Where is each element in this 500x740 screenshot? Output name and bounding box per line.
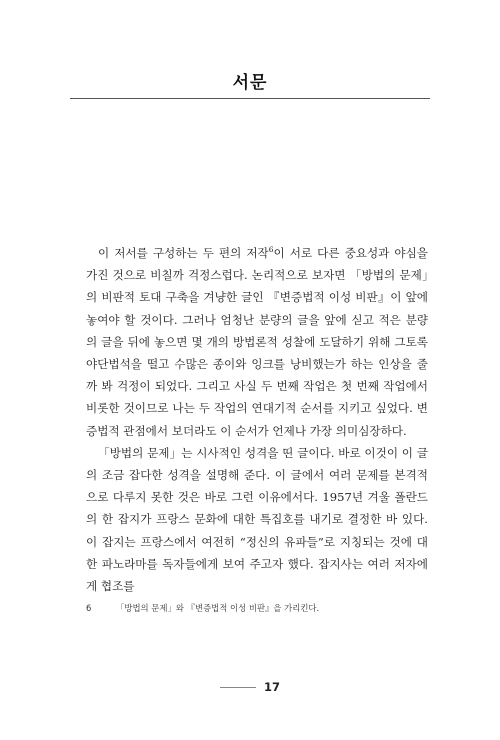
body-text xyxy=(86,242,428,597)
footnote-number: 6 xyxy=(86,603,92,613)
footer-rule xyxy=(220,687,256,688)
footnote xyxy=(86,602,428,614)
page-number: 17 xyxy=(263,680,280,694)
page-title: 서문 xyxy=(232,73,268,93)
paragraph-1 xyxy=(86,242,428,442)
footnote-text: 「방법의 문제」와 『변증법적 이성 비판』을 가리킨다. xyxy=(116,603,320,613)
page-footer xyxy=(0,680,500,694)
title-divider xyxy=(70,98,430,99)
footnote-reference: 6 xyxy=(268,245,274,255)
paragraph-2: 「방법의 문제」는 시사적인 성격을 띤 글이다. 바로 이것이 이 글의 조금 잡다한 성격을 설명해 준다. 이 글에서 여러 문제를 본격적으로 다루지 못한 것은 바로 그런 이유에서다. 1957년 겨울 폴란드의 한 잡지가 프랑스 문화에 대한 특집호를 내기로 결정한 바 있다. 이 잡지는 프랑스에서 여전히 “정신의 유파들”로 지칭되는 것에 대한 파노라마를 독자들에게 보여 주고자 했다. 잡지사는 여러 저자에게 협조를 xyxy=(86,445,428,594)
paragraph-1-text-start: 이 저서를 구성하는 두 편의 저작 xyxy=(98,246,269,260)
paragraph-1-text-rest: 이 서로 다른 중요성과 야심을 가진 것으로 비칠까 걱정스럽다. 논리적으로 보자면 「방법의 문제」의 비판적 토대 구축을 겨냥한 글인 『변증법적 이성 비판』이 앞에 놓여야 할 것이다. 그러나 엄청난 분량의 글을 앞에 싣고 적은 분량의 글을 뒤에 놓으면 몇 개의 방법론적 성찰에 도달하기 위해 그토록 야단법석을 떨고 수많은 종이와 잉크를 낭비했는가 하는 인상을 줄까 봐 걱정이 되었다. 그리고 사실 두 번째 작업은 첫 번째 작업에서 비롯한 것이므로 나는 두 작업의 연대기적 순서를 지키고 싶었다. 변증법적 관점에서 보더라도 이 순서가 언제나 가장 의미심장하다. xyxy=(86,246,428,438)
